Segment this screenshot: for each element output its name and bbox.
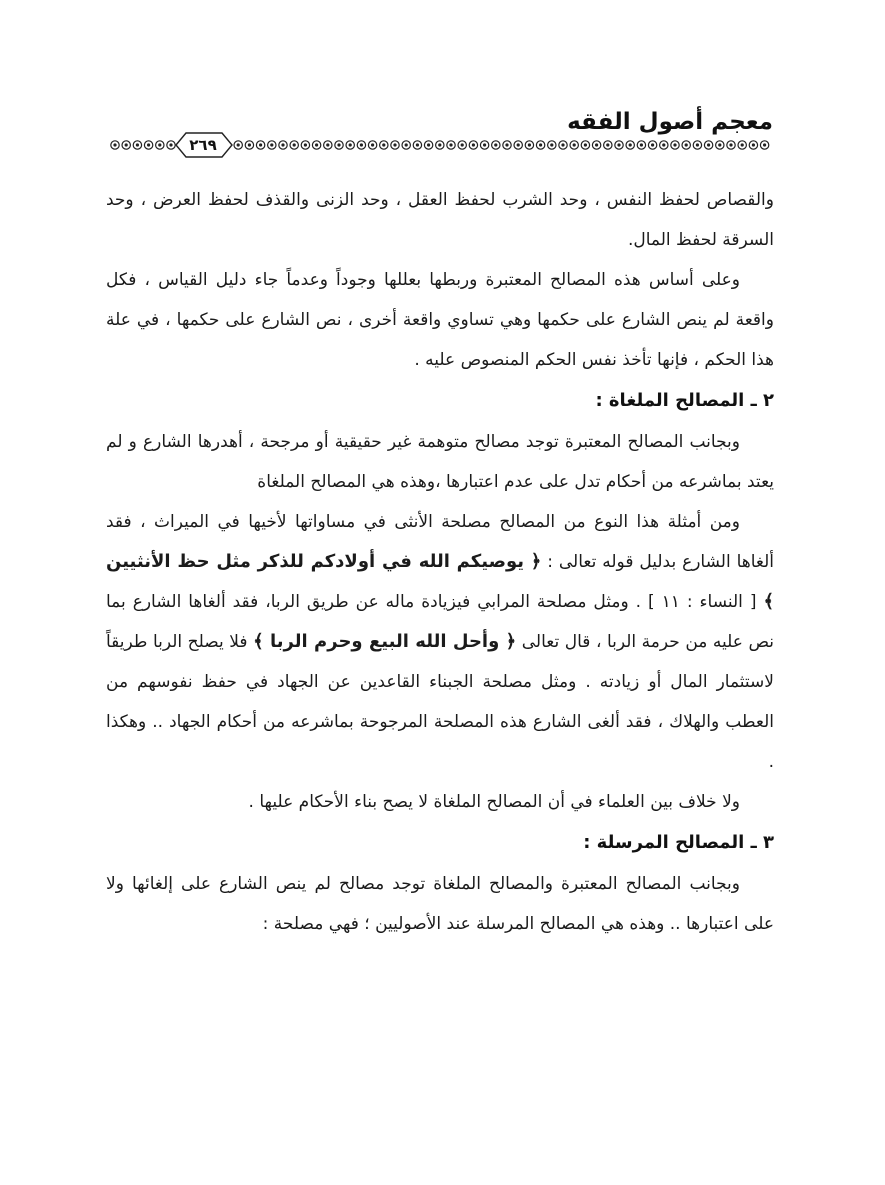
rosette-icon xyxy=(301,141,309,149)
rosette-icon xyxy=(525,141,533,149)
rosette-icon xyxy=(570,141,578,149)
rosette-icon xyxy=(268,141,276,149)
paragraph-4-part-b: [ النساء : ١١ ] . ومثل مصلحة المرابي فيزيادة ماله عن طريق الربا، فقد ألغاها الشارع بما نص عليه من حرمة الربا ، قال تعالى xyxy=(106,592,774,652)
rosette-icon xyxy=(738,141,746,149)
rosette-icon xyxy=(122,141,130,149)
rosette-icon xyxy=(133,141,141,149)
rosette-icon xyxy=(592,141,600,149)
rosette-icon xyxy=(503,141,511,149)
rosette-icon xyxy=(368,141,376,149)
rosette-icon xyxy=(167,141,175,149)
page-body xyxy=(106,180,774,944)
rosette-icon xyxy=(413,141,421,149)
rosette-icon xyxy=(704,141,712,149)
rosette-icon xyxy=(615,141,623,149)
book-title: معجم أصول الفقه xyxy=(567,109,773,135)
rosette-icon xyxy=(447,141,455,149)
rosette-icon xyxy=(144,141,152,149)
rosette-icon xyxy=(682,141,690,149)
quran-verse-1: ﴿ يوصيكم الله في أولادكم للذكر مثل حظ الأنثيين ﴾ xyxy=(106,551,775,612)
paragraph-6: وبجانب المصالح المعتبرة والمصالح الملغاة توجد مصالح لم ينص الشارع على إلغائها ولا على اعتبارها .. وهذه هي المصالح المرسلة عند الأصوليين ؛ فهي مصلحة : xyxy=(106,874,774,934)
rosette-icon xyxy=(245,141,253,149)
rosette-icon xyxy=(111,141,119,149)
paragraph-3: وبجانب المصالح المعتبرة توجد مصالح متوهمة غير حقيقية أو مرجحة ، أهدرها الشارع و لم يعتد بماشرعه من أحكام تدل على عدم اعتبارها ،وهذه هي المصالح الملغاة xyxy=(106,432,774,492)
rosette-icon xyxy=(626,141,634,149)
quran-verse-2: ﴿ وأحل الله البيع وحرم الربا ﴾ xyxy=(253,631,517,652)
rosette-icon xyxy=(357,141,365,149)
rosette-icon xyxy=(492,141,500,149)
rosette-icon xyxy=(637,141,645,149)
rosette-icon xyxy=(458,141,466,149)
rosette-icon xyxy=(716,141,724,149)
rosette-icon xyxy=(234,141,242,149)
paragraph-5: ولا خلاف بين العلماء في أن المصالح الملغاة لا يصح بناء الأحكام عليها . xyxy=(248,792,740,812)
paragraph-4 xyxy=(106,502,774,782)
rosette-icon xyxy=(391,141,399,149)
rosette-icon xyxy=(514,141,522,149)
rosette-icon xyxy=(581,141,589,149)
rosette-icon xyxy=(480,141,488,149)
page-number: ٢٦٩ xyxy=(189,136,217,154)
rosette-icon xyxy=(671,141,679,149)
rosette-icon xyxy=(290,141,298,149)
section-heading-2: ٢ ـ المصالح الملغاة : xyxy=(595,390,774,411)
rosette-icon xyxy=(469,141,477,149)
paragraph-2: وعلى أساس هذه المصالح المعتبرة وربطها بعللها وجوداً وعدماً جاء دليل القياس ، فكل واقعة لم ينص الشارع على حكمها وهي تساوي واقعة أخرى ، نص الشارع على حكمها ، في علة هذا الحكم ، فإنها تأخذ نفس الحكم المنصوص عليه . xyxy=(106,270,774,370)
rosette-icon xyxy=(548,141,556,149)
rosette-icon xyxy=(156,141,164,149)
rosette-icon xyxy=(279,141,287,149)
rosette-icon xyxy=(256,141,264,149)
rosette-icon xyxy=(402,141,410,149)
rosette-icon xyxy=(604,141,612,149)
rosette-icon xyxy=(536,141,544,149)
rosette-icon xyxy=(727,141,735,149)
section-heading-3: ٣ ـ المصالح المرسلة : xyxy=(583,832,774,853)
rosette-icon xyxy=(424,141,432,149)
rosette-icon xyxy=(380,141,388,149)
rosette-icon xyxy=(559,141,567,149)
paragraph-1: والقصاص لحفظ النفس ، وحد الشرب لحفظ العقل ، وحد الزنى والقذف لحفظ العرض ، وحد السرقة لحفظ المال. xyxy=(106,190,774,250)
paragraph-4-part-a: ومن أمثلة هذا النوع من المصالح مصلحة الأنثى في مساواتها لأخيها في الميراث ، فقد ألغاها الشارع بدليل قوله تعالى : xyxy=(106,512,775,572)
rosette-icon xyxy=(749,141,757,149)
rosette-icon xyxy=(648,141,656,149)
rosette-icon xyxy=(335,141,343,149)
paragraph-4-part-c: فلا يصلح الربا طريقاً لاستثمار المال أو زيادته . ومثل مصلحة الجبناء القاعدين عن الجهاد في حفظ نفوسهم من العطب والهلاك ، فقد ألغى الشارع هذه المصلحة المرجوحة بماشرعه من أحكام الجهاد .. وهكذا . xyxy=(106,632,774,772)
rosette-icon xyxy=(436,141,444,149)
rosette-icon xyxy=(760,141,768,149)
rosette-icon xyxy=(324,141,332,149)
rosette-icon xyxy=(346,141,354,149)
rosette-icon xyxy=(660,141,668,149)
rosette-icon xyxy=(312,141,320,149)
rosette-icon xyxy=(693,141,701,149)
